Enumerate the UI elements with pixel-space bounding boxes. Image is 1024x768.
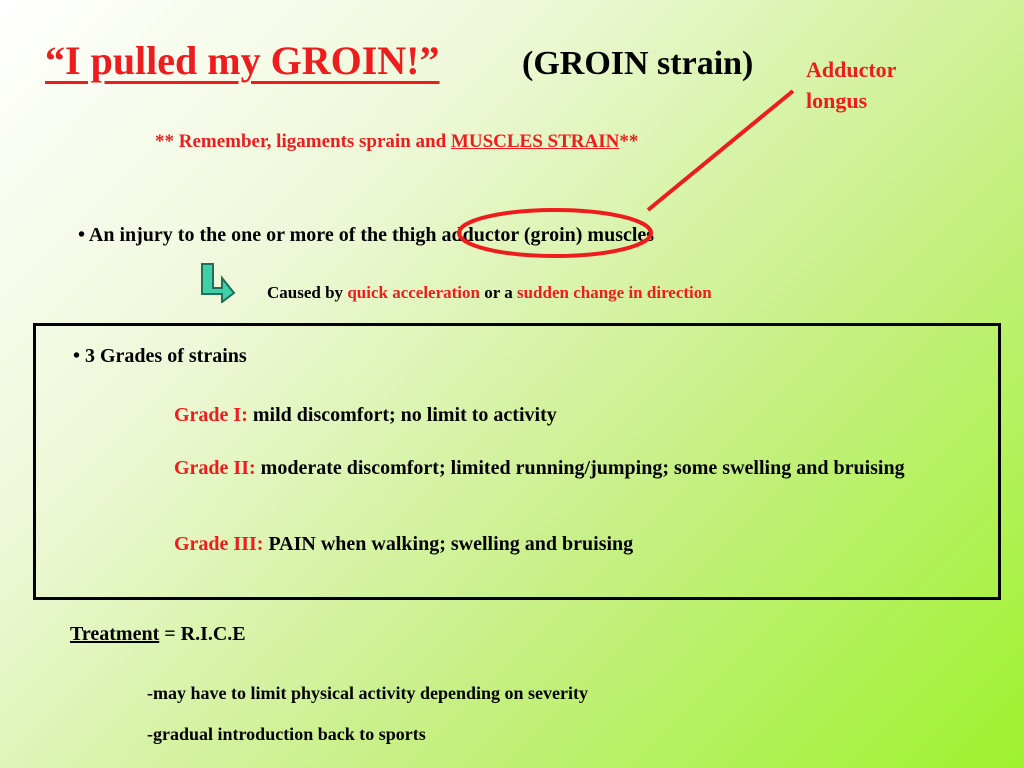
slide-title: “I pulled my GROIN!” xyxy=(45,38,440,83)
treatment-label: Treatment xyxy=(70,623,160,645)
grade-text: mild discomfort; no limit to activity xyxy=(247,404,557,426)
note-text: may have to limit physical activity depending on severity xyxy=(153,683,588,703)
treatment-line xyxy=(70,623,246,646)
note-dash: - xyxy=(147,683,153,703)
grade-label: Grade III: xyxy=(174,533,264,555)
grade-text: PAIN when walking; swelling and bruising xyxy=(263,533,634,555)
note-text: gradual introduction back to sports xyxy=(153,724,426,744)
reminder-prefix: ** Remember, ligaments sprain and xyxy=(155,131,451,152)
callout-line-2: longus xyxy=(806,88,868,113)
grades-heading: • 3 Grades of strains xyxy=(73,345,247,367)
grade-item-3 xyxy=(174,529,979,559)
callout-line-1: Adductor xyxy=(806,57,897,82)
reminder-note xyxy=(155,131,638,153)
grade-item-2 xyxy=(174,453,979,483)
grades-box xyxy=(33,323,1001,600)
definition-bullet: • An injury to the one or more of the thigh adductor (groin) muscles xyxy=(78,224,655,246)
grade-item-1 xyxy=(174,400,979,430)
turn-right-arrow-icon xyxy=(200,263,236,308)
slide-subtitle: (GROIN strain) xyxy=(522,45,754,82)
treatment-note-1 xyxy=(147,683,588,704)
cause-prefix: Caused by xyxy=(267,283,348,302)
cause-direction-change: sudden change in direction xyxy=(516,283,712,302)
treatment-value: = R.I.C.E xyxy=(159,623,246,645)
grade-label: Grade II: xyxy=(174,457,256,479)
treatment-note-2 xyxy=(147,724,426,745)
cause-middle: or a xyxy=(479,283,517,302)
cause-line xyxy=(267,283,712,303)
reminder-suffix: ** xyxy=(619,131,639,152)
reminder-emphasis: MUSCLES STRAIN xyxy=(450,131,620,152)
grade-text: moderate discomfort; limited running/jumping; some swelling and bruising xyxy=(255,457,905,479)
callout-pointer-line xyxy=(648,91,793,210)
grade-label: Grade I: xyxy=(174,404,248,426)
cause-quick-acceleration: quick acceleration xyxy=(347,283,480,302)
adductor-callout-label xyxy=(806,54,896,116)
note-dash: - xyxy=(147,724,153,744)
